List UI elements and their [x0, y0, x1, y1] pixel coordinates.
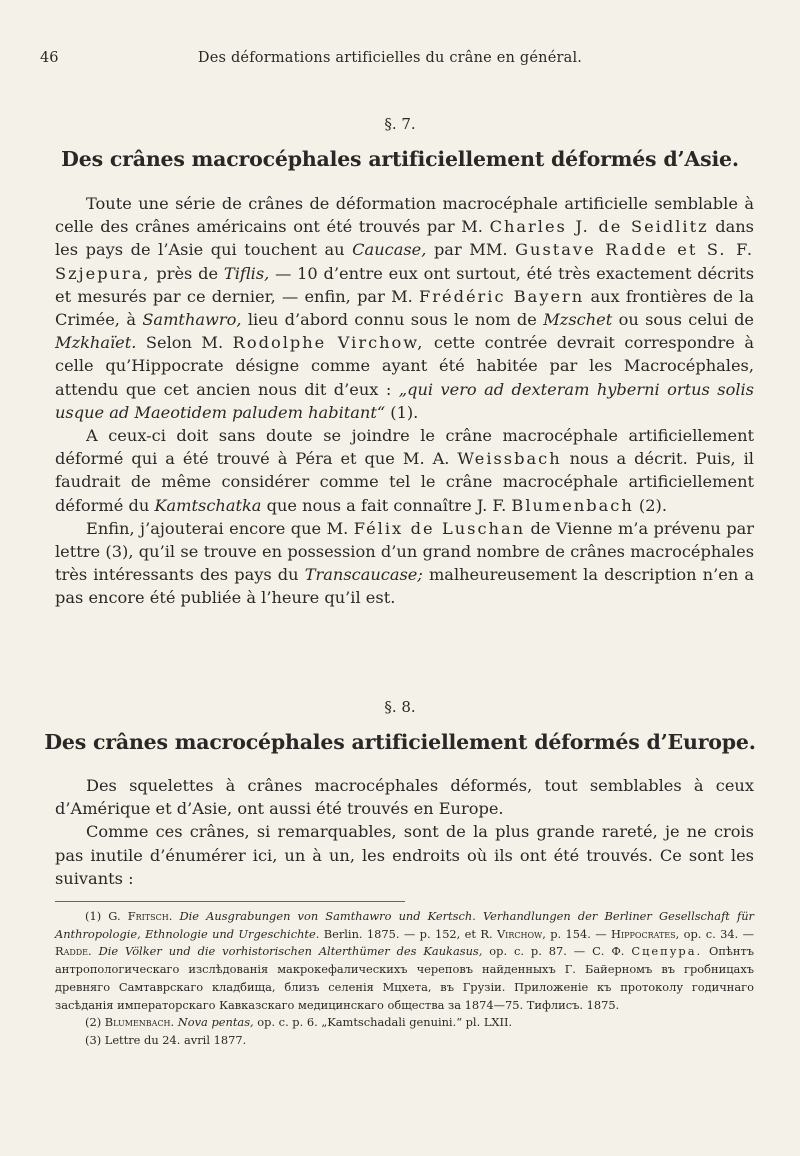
- person-name: Rodolphe Virchow,: [232, 333, 425, 353]
- paragraph: Comme ces crânes, si remarquables, sont de la plus grande rareté, je ne crois pas inutile d’énumérer ici, un à un, les endroits où ils ont été trouvés. Ce sont les suivants :: [55, 822, 754, 888]
- person-name: Weissbach: [457, 449, 562, 469]
- footnote-3: (3) Lettre du 24. avril 1877.: [85, 1032, 247, 1047]
- person-name: Gustave Radde et S. F. Szjepura,: [55, 240, 754, 283]
- place-name: Kamtschatka: [154, 495, 262, 515]
- latin-quote: „qui vero ad dexteram hyberni ortus solis usque ad Maeotidem paludem habitant“: [55, 379, 754, 422]
- paragraph: Des squelettes à crânes macrocéphales déformés, tout semblables à ceux d’Amérique et d’Asie, ont aussi été trouvés en Europe.: [55, 776, 754, 819]
- place-name: Mzschet: [543, 310, 613, 330]
- paragraph: A ceux-ci doit sans doute se joindre le crâne macrocéphale artificiellement déformé qui a été trouvé à Péra et que M. A. Weissbach nous a décrit. Puis, il faudrait de même considérer comme tel le crâne macrocéphale artificiellement déformé du Kamtschatka que nous a fait connaître J. F. Blumenbach (2).: [55, 426, 754, 515]
- running-title: Des déformations artificielles du crâne en général.: [197, 50, 583, 66]
- paragraph: Enfin, j’ajouterai encore que M. Félix de Luschan de Vienne m’a prévenu par lettre (3), qu’il se trouve en possession d’un grand nombre de crânes macrocéphales très intéressants des pays du Transcaucase; malheureusement la description n’en a pas encore été publiée à l’heure qu’il est.: [55, 518, 755, 608]
- section-7-number: §. 7.: [384, 115, 416, 133]
- section-7-title: Des crânes macrocéphales artificiellement déformés d’Asie.: [61, 147, 739, 171]
- place-name: Caucase,: [352, 240, 427, 260]
- place-name: Mzkhaïet.: [55, 333, 137, 353]
- footnote-1: (1) G. Fritsch. Die Ausgrabungen von Samthawro und Kertsch. Verhandlungen der Berliner Gesellschaft für Anthropologie, Ethnologie und Urgeschichte. Berlin. 1875. — p. 152, et R. Virchow, p. 154. — Hippocrates, op. c. 34. — Radde. Die Völker und die vorhistorischen Alterthümer des Kaukasus, op. c. p. 87. — С. Ф. Сцепура. Опѣнтъ антропологическаго изслѣдованія макрокефалическихъ череповъ найденныхъ Г. Байерномъ въ гробницахъ древняго Самтаврскаго кладбища, близъ селенія Мцхета, въ Грузіи. Приложеніе къ протоколу годичнаго засѣданія императорскаго Кавказскаго медицинскаго общества за 1874—75. Тифлисъ. 1875.: [55, 909, 755, 1012]
- footnote-2: (2) Blumenbach. Nova pentas, op. c. p. 6. „Kamtschadali genuini.“ pl. LXII.: [85, 1015, 513, 1030]
- person-name: Charles J. de Seidlitz: [489, 217, 709, 237]
- place-name: Tiflis,: [223, 263, 270, 283]
- section-8-title: Des crânes macrocéphales artificiellement déformés d’Europe.: [44, 730, 756, 754]
- person-name: Frédéric Bayern: [419, 286, 585, 306]
- place-name: Samthawro,: [142, 310, 242, 330]
- footnote-divider: [55, 901, 405, 902]
- footnotes: [55, 908, 754, 1050]
- section-8-body: [55, 774, 754, 890]
- page-header: [40, 50, 740, 74]
- page-number: 46: [40, 50, 59, 66]
- paragraph: Toute une série de crânes de déformation macrocéphale artificielle semblable à celle des crânes américains ont été trouvés par M. Charles J. de Seidlitz dans les pays de l’Asie qui touchent au Caucase, par MM. Gustave Radde et S. F. Szjepura, près de Tiflis, — 10 d’entre eux ont surtout, été très exactement décrits et mesurés par ce dernier, — enfin, par M. Frédéric Bayern aux frontières de la Crimée, à Samthawro, lieu d’abord connu sous le nom de Mzschet ou sous celui de Mzkhaïet. Selon M. Rodolphe Virchow, cette contrée devrait correspondre à celle qu’Hippocrate désigne comme ayant été habitée par les Macrocéphales, attendu que cet ancien nous dit d’eux : „qui vero ad dexteram hyberni ortus solis usque ad Maeotidem paludem habitant“ (1).: [55, 194, 755, 422]
- section-7-body: [55, 192, 754, 610]
- place-name: Transcaucase;: [304, 565, 423, 585]
- person-name: Félix de Luschan: [353, 518, 526, 538]
- person-name: Blumenbach: [511, 495, 634, 515]
- section-8-number: §. 8.: [384, 698, 416, 716]
